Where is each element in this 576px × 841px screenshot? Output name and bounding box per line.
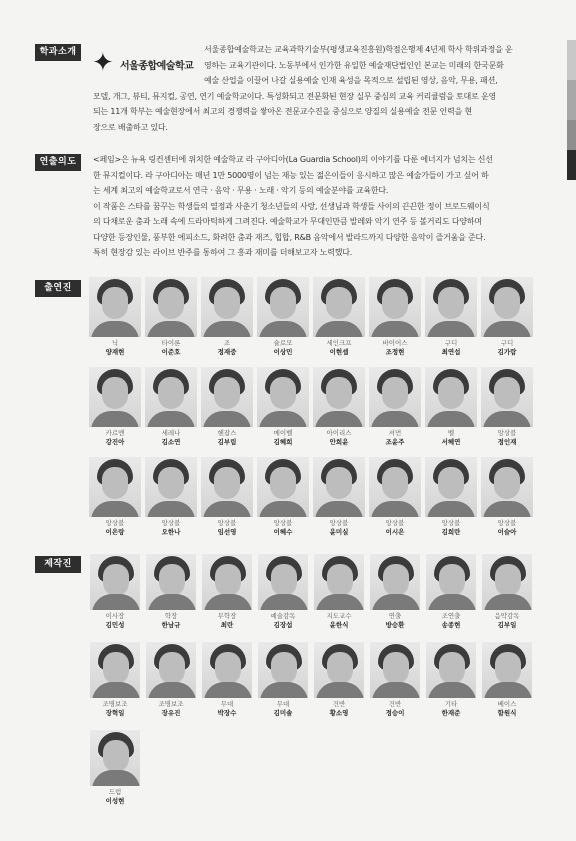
portrait-photo bbox=[481, 457, 533, 517]
person-card bbox=[144, 554, 198, 630]
person-name: 이현셉 bbox=[329, 348, 349, 356]
person-role: 건반 bbox=[332, 700, 346, 708]
person-role: 드럼 bbox=[108, 788, 122, 796]
person-name: 김부일 bbox=[497, 621, 517, 629]
portrait-body bbox=[427, 321, 475, 337]
person-role: 이사장 bbox=[105, 612, 125, 620]
person-role: 앙상블 bbox=[441, 519, 461, 527]
portrait-photo bbox=[201, 277, 253, 337]
person-card bbox=[256, 642, 310, 718]
portrait-face bbox=[271, 652, 297, 684]
portrait-photo bbox=[314, 642, 364, 698]
person-card bbox=[144, 367, 198, 447]
portrait-face bbox=[103, 652, 129, 684]
edge-bar-gray bbox=[567, 120, 576, 150]
intro-line: 영하는 교육기관이다. 노동부에서 인가한 유일한 예술재단법인인 본교는 미래의 한국문화 bbox=[204, 60, 504, 70]
person-role: 지도교수 bbox=[326, 612, 352, 620]
person-card bbox=[200, 277, 254, 357]
person-card bbox=[424, 642, 478, 718]
person-name: 황소영 bbox=[329, 709, 349, 717]
portrait-photo bbox=[482, 642, 532, 698]
portrait-body bbox=[484, 594, 532, 610]
person-card bbox=[88, 277, 142, 357]
person-role: 무대 bbox=[276, 700, 290, 708]
person-name: 이준호 bbox=[161, 348, 181, 356]
portrait-face bbox=[159, 564, 185, 596]
person-role: 닉 bbox=[111, 339, 119, 347]
person-role: 학장 bbox=[164, 612, 178, 620]
person-card bbox=[88, 367, 142, 447]
portrait-body bbox=[483, 321, 531, 337]
portrait-photo bbox=[313, 457, 365, 517]
intro-tag: 학과소개 bbox=[35, 44, 81, 61]
portrait-photo bbox=[146, 554, 196, 610]
person-name: 윤한식 bbox=[329, 621, 349, 629]
person-role: 구디 bbox=[500, 339, 514, 347]
person-role: 기타 bbox=[444, 700, 458, 708]
crew-tag: 제작진 bbox=[35, 556, 81, 573]
portrait-photo bbox=[425, 457, 477, 517]
portrait-face bbox=[102, 377, 128, 409]
portrait-photo bbox=[481, 367, 533, 427]
portrait-photo bbox=[257, 457, 309, 517]
person-name: 김소연 bbox=[161, 438, 181, 446]
person-card bbox=[424, 457, 478, 537]
portrait-body bbox=[91, 501, 139, 517]
portrait-body bbox=[147, 501, 195, 517]
star-logo-icon: ✦ bbox=[92, 48, 114, 78]
intro-line: 장으로 배출하고 있다. bbox=[93, 122, 168, 132]
edge-bar-mid bbox=[567, 80, 576, 120]
portrait-face bbox=[327, 564, 353, 596]
portrait-body bbox=[316, 594, 364, 610]
person-name: 송종현 bbox=[441, 621, 461, 629]
portrait-face bbox=[326, 467, 352, 499]
person-role: 앙상블 bbox=[329, 519, 349, 527]
person-card bbox=[88, 642, 142, 718]
person-role: 무대 bbox=[220, 700, 234, 708]
portrait-body bbox=[203, 501, 251, 517]
person-card bbox=[312, 367, 366, 447]
person-name: 이슬아 bbox=[497, 528, 517, 536]
person-name: 장유진 bbox=[161, 709, 181, 717]
portrait-face bbox=[494, 287, 520, 319]
person-role: 조명보조 bbox=[158, 700, 184, 708]
person-card bbox=[312, 642, 366, 718]
portrait-photo bbox=[481, 277, 533, 337]
director-tag: 연출의도 bbox=[35, 154, 81, 171]
portrait-face bbox=[214, 287, 240, 319]
portrait-body bbox=[316, 682, 364, 698]
person-card bbox=[480, 554, 534, 630]
portrait-face bbox=[271, 564, 297, 596]
portrait-body bbox=[315, 411, 363, 427]
person-role: 앙상블 bbox=[497, 519, 517, 527]
person-name: 박장수 bbox=[217, 709, 237, 717]
portrait-body bbox=[204, 594, 252, 610]
person-card bbox=[424, 277, 478, 357]
portrait-photo bbox=[202, 642, 252, 698]
portrait-body bbox=[259, 321, 307, 337]
person-role: 슐로모 bbox=[273, 339, 293, 347]
intro-paragraph-wide bbox=[93, 89, 543, 136]
portrait-face bbox=[438, 467, 464, 499]
director-line: 특히 현장감 있는 라이브 반주를 통하여 그 흥과 재미를 더해보고자 노력했다. bbox=[93, 248, 353, 257]
person-role: 벨 bbox=[447, 429, 455, 437]
director-line: <페임>은 뉴욕 링컨센터에 위치한 예술학교 라 구아디아(La Guardia School)의 이야기를 다룬 에너지가 넘치는 신선 bbox=[93, 155, 493, 164]
portrait-photo bbox=[369, 277, 421, 337]
portrait-photo bbox=[202, 554, 252, 610]
logo-text: 서울종합예술학교 bbox=[120, 61, 194, 72]
person-name: 안희윤 bbox=[329, 438, 349, 446]
person-card bbox=[312, 554, 366, 630]
portrait-photo bbox=[425, 367, 477, 427]
person-role: 연출 bbox=[388, 612, 402, 620]
person-role: 메이벨 bbox=[273, 429, 293, 437]
person-role: 앙상블 bbox=[161, 519, 181, 527]
person-role: 타이론 bbox=[161, 339, 181, 347]
person-card bbox=[480, 457, 534, 537]
portrait-photo bbox=[90, 642, 140, 698]
portrait-face bbox=[439, 652, 465, 684]
intro-line: 서울종합예술학교는 교육과학기술부(평생교육진흥원)학점은행제 4년제 학사 학위과정을 운 bbox=[204, 45, 513, 54]
portrait-photo bbox=[369, 367, 421, 427]
portrait-body bbox=[371, 321, 419, 337]
person-card bbox=[256, 554, 310, 630]
portrait-face bbox=[103, 740, 129, 772]
director-line: 는 세계 최고의 예술학교로서 연극 · 음악 · 무용 · 노래 · 악기 등의 예술분야를 교육한다. bbox=[93, 186, 389, 195]
portrait-body bbox=[315, 501, 363, 517]
portrait-face bbox=[326, 377, 352, 409]
person-role: 앙상블 bbox=[497, 429, 517, 437]
person-role: 세인크프 bbox=[326, 339, 352, 347]
portrait-photo bbox=[370, 642, 420, 698]
edge-bar-light bbox=[567, 40, 576, 80]
person-card bbox=[368, 457, 422, 537]
person-name: 최연섭 bbox=[441, 348, 461, 356]
person-role: 셔먼 bbox=[388, 429, 402, 437]
director-line: 한 뮤지컬이다. 라 구아디아는 매년 1만 5000명이 넘는 재능 있는 젊은이들이 응시하고 많은 예술가들이 가고 싶어 하 bbox=[93, 170, 489, 180]
portrait-photo bbox=[313, 367, 365, 427]
person-role: 헨잡스 bbox=[217, 429, 237, 437]
person-card bbox=[368, 554, 422, 630]
portrait-photo bbox=[482, 554, 532, 610]
portrait-face bbox=[383, 652, 409, 684]
person-role: 앙상블 bbox=[105, 519, 125, 527]
person-role: 구디 bbox=[444, 339, 458, 347]
person-card bbox=[368, 277, 422, 357]
person-name: 이상민 bbox=[273, 348, 293, 356]
person-role: 예술감독 bbox=[270, 612, 296, 620]
edge-bar-dark bbox=[567, 150, 576, 180]
person-name: 이성현 bbox=[105, 797, 125, 805]
person-name: 김장섭 bbox=[273, 621, 293, 629]
portrait-photo bbox=[89, 367, 141, 427]
person-card bbox=[368, 642, 422, 718]
person-name: 한재준 bbox=[441, 709, 461, 717]
person-card bbox=[312, 457, 366, 537]
person-card bbox=[88, 554, 142, 630]
person-card bbox=[312, 277, 366, 357]
portrait-photo bbox=[258, 642, 308, 698]
portrait-face bbox=[158, 467, 184, 499]
portrait-face bbox=[102, 287, 128, 319]
person-name: 오한나 bbox=[161, 528, 181, 536]
portrait-body bbox=[483, 411, 531, 427]
portrait-body bbox=[372, 682, 420, 698]
intro-line: 예술 산업을 이끌어 나갈 실용예술 인재 육성을 목적으로 설립된 영상, 음악, 무용, 패션, bbox=[204, 76, 498, 85]
person-card bbox=[200, 554, 254, 630]
portrait-face bbox=[214, 377, 240, 409]
portrait-body bbox=[92, 682, 140, 698]
person-card bbox=[200, 642, 254, 718]
person-role: 앙상블 bbox=[217, 519, 237, 527]
portrait-photo bbox=[426, 642, 476, 698]
person-role: 바이어스 bbox=[382, 339, 408, 347]
portrait-body bbox=[203, 321, 251, 337]
portrait-face bbox=[495, 652, 521, 684]
portrait-photo bbox=[369, 457, 421, 517]
person-card bbox=[88, 730, 142, 806]
person-role: 음악감독 bbox=[494, 612, 520, 620]
person-card bbox=[424, 554, 478, 630]
person-role: 세레나 bbox=[161, 429, 181, 437]
person-role: 베이스 bbox=[497, 700, 517, 708]
portrait-body bbox=[483, 501, 531, 517]
person-name: 김미솔 bbox=[273, 709, 293, 717]
portrait-photo bbox=[257, 277, 309, 337]
person-name: 정재중 bbox=[217, 348, 237, 356]
portrait-face bbox=[383, 564, 409, 596]
portrait-face bbox=[327, 652, 353, 684]
person-card bbox=[480, 367, 534, 447]
director-line: 이 작품은 스타를 꿈꾸는 학생들의 열정과 사춘기 청소년들의 사랑, 선생님과 학생들 사이의 끈끈한 정이 브로드웨이식 bbox=[93, 201, 490, 211]
portrait-body bbox=[260, 594, 308, 610]
person-name: 김부림 bbox=[217, 438, 237, 446]
portrait-face bbox=[158, 287, 184, 319]
person-card bbox=[88, 457, 142, 537]
portrait-face bbox=[102, 467, 128, 499]
intro-paragraph bbox=[204, 42, 544, 89]
portrait-photo bbox=[90, 554, 140, 610]
portrait-face bbox=[270, 287, 296, 319]
portrait-photo bbox=[313, 277, 365, 337]
portrait-face bbox=[382, 467, 408, 499]
person-name: 한남규 bbox=[161, 621, 181, 629]
person-card bbox=[144, 642, 198, 718]
person-role: 앙상블 bbox=[273, 519, 293, 527]
portrait-face bbox=[215, 652, 241, 684]
portrait-face bbox=[103, 564, 129, 596]
portrait-face bbox=[495, 564, 521, 596]
person-card bbox=[256, 367, 310, 447]
portrait-photo bbox=[201, 367, 253, 427]
portrait-photo bbox=[201, 457, 253, 517]
intro-line: 모델, 개그, 뷰티, 뮤지컬, 공연, 연기 예술학교이다. 특성화되고 전문화된 현장 실무 중심의 교육 커리큘럼을 토대로 운영 bbox=[93, 91, 497, 101]
portrait-face bbox=[326, 287, 352, 319]
portrait-body bbox=[315, 321, 363, 337]
portrait-face bbox=[439, 564, 465, 596]
person-name: 임선영 bbox=[217, 528, 237, 536]
person-role: 건반 bbox=[388, 700, 402, 708]
person-name: 서혜연 bbox=[441, 438, 461, 446]
person-name: 이은랑 bbox=[105, 528, 125, 536]
cast-tag: 출연진 bbox=[35, 280, 81, 297]
person-name: 장혁일 bbox=[105, 709, 125, 717]
portrait-body bbox=[147, 411, 195, 427]
portrait-photo bbox=[89, 277, 141, 337]
person-role: 조연출 bbox=[441, 612, 461, 620]
person-card bbox=[480, 642, 534, 718]
portrait-face bbox=[270, 377, 296, 409]
person-card bbox=[368, 367, 422, 447]
portrait-photo bbox=[257, 367, 309, 427]
person-card bbox=[256, 457, 310, 537]
person-name: 윤미실 bbox=[329, 528, 349, 536]
person-role: 아이리스 bbox=[326, 429, 352, 437]
portrait-photo bbox=[370, 554, 420, 610]
person-name: 이혜수 bbox=[273, 528, 293, 536]
portrait-face bbox=[215, 564, 241, 596]
portrait-photo bbox=[145, 367, 197, 427]
person-name: 함원식 bbox=[497, 709, 517, 717]
person-card bbox=[424, 367, 478, 447]
portrait-body bbox=[91, 411, 139, 427]
director-paragraph bbox=[93, 152, 543, 261]
person-role: 조명보조 bbox=[102, 700, 128, 708]
portrait-photo bbox=[314, 554, 364, 610]
person-role: 무학장 bbox=[217, 612, 237, 620]
person-card bbox=[256, 277, 310, 357]
portrait-body bbox=[148, 594, 196, 610]
school-logo bbox=[92, 48, 202, 80]
person-name: 조정현 bbox=[385, 348, 405, 356]
person-name: 정승이 bbox=[385, 709, 405, 717]
portrait-body bbox=[147, 321, 195, 337]
portrait-face bbox=[159, 652, 185, 684]
portrait-face bbox=[382, 287, 408, 319]
portrait-body bbox=[203, 411, 251, 427]
intro-line: 되는 11개 학부는 예술현장에서 최고의 경쟁력을 쌓아온 전문교수진을 중심으로 양질의 실용예술 전문 인력을 현 bbox=[93, 107, 472, 116]
portrait-body bbox=[371, 501, 419, 517]
portrait-face bbox=[494, 377, 520, 409]
portrait-body bbox=[427, 411, 475, 427]
person-role: 앙상블 bbox=[385, 519, 405, 527]
portrait-photo bbox=[90, 730, 140, 786]
portrait-photo bbox=[145, 457, 197, 517]
person-card bbox=[144, 277, 198, 357]
person-name: 김희란 bbox=[441, 528, 461, 536]
portrait-face bbox=[494, 467, 520, 499]
portrait-face bbox=[382, 377, 408, 409]
person-role: 조 bbox=[223, 339, 231, 347]
portrait-body bbox=[259, 501, 307, 517]
portrait-body bbox=[372, 594, 420, 610]
person-name: 김민성 bbox=[105, 621, 125, 629]
person-card bbox=[200, 367, 254, 447]
portrait-body bbox=[260, 682, 308, 698]
person-name: 김혜희 bbox=[273, 438, 293, 446]
person-card bbox=[480, 277, 534, 357]
portrait-body bbox=[371, 411, 419, 427]
portrait-photo bbox=[89, 457, 141, 517]
portrait-body bbox=[259, 411, 307, 427]
person-name: 최란 bbox=[220, 621, 234, 629]
director-line: 다양한 등장인물, 풍부한 에피소드, 화려한 춤과 재즈, 힙합, R&B 음악에서 발라드까지 다양한 음악이 즐거움을 준다. bbox=[93, 232, 486, 242]
portrait-face bbox=[158, 377, 184, 409]
person-name: 조윤주 bbox=[385, 438, 405, 446]
portrait-photo bbox=[425, 277, 477, 337]
person-name: 이시은 bbox=[385, 528, 405, 536]
portrait-body bbox=[428, 594, 476, 610]
person-name: 강진아 bbox=[105, 438, 125, 446]
portrait-face bbox=[214, 467, 240, 499]
portrait-photo bbox=[426, 554, 476, 610]
person-name: 방승환 bbox=[385, 621, 405, 629]
portrait-face bbox=[438, 377, 464, 409]
portrait-body bbox=[91, 321, 139, 337]
portrait-photo bbox=[145, 277, 197, 337]
portrait-body bbox=[92, 770, 140, 786]
portrait-body bbox=[484, 682, 532, 698]
portrait-body bbox=[148, 682, 196, 698]
portrait-body bbox=[427, 501, 475, 517]
portrait-photo bbox=[146, 642, 196, 698]
portrait-body bbox=[92, 594, 140, 610]
portrait-body bbox=[428, 682, 476, 698]
director-line: 의 다채로운 춤과 노래 속에 드라마틱하게 그려진다. 예술학교가 무대인만큼 발레와 악기 연주 등 볼거리도 다양하며 bbox=[93, 217, 482, 226]
portrait-face bbox=[438, 287, 464, 319]
person-name: 김가람 bbox=[497, 348, 517, 356]
portrait-photo bbox=[258, 554, 308, 610]
person-card bbox=[144, 457, 198, 537]
person-role: 카르멘 bbox=[105, 429, 125, 437]
person-name: 정인재 bbox=[497, 438, 517, 446]
portrait-face bbox=[270, 467, 296, 499]
person-name: 양재현 bbox=[105, 348, 125, 356]
person-card bbox=[200, 457, 254, 537]
portrait-body bbox=[204, 682, 252, 698]
